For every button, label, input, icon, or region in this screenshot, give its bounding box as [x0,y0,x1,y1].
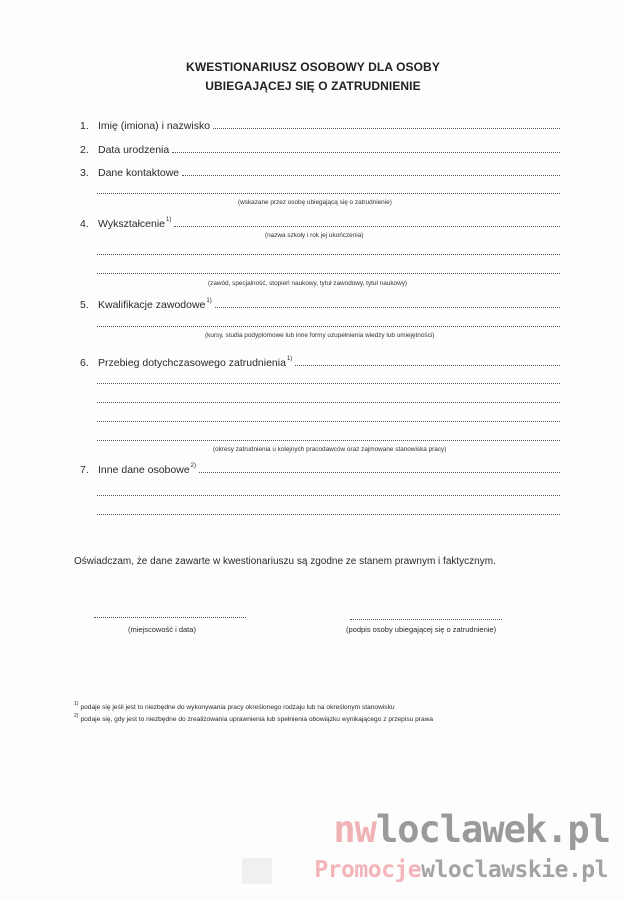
fill-line[interactable] [97,273,560,274]
fill-line[interactable] [97,193,560,194]
form-title-line1: KWESTIONARIUSZ OSOBOWY DLA OSOBY [186,60,440,74]
field-label: Dane kontaktowe [98,167,180,179]
field-number: 6. [80,357,89,369]
place-date-line[interactable] [94,617,246,618]
fill-line[interactable] [182,175,560,176]
fill-line[interactable] [215,307,560,308]
footnote-mark: 1) [286,356,293,362]
declaration-text: Oświadczam, że dane zawarte w kwestionariuszu są zgodne ze stanem prawnym i faktycznym. [74,556,496,567]
field-employment-history[interactable] [80,353,560,369]
field-hint: (wskazane przez osobę ubiegającą się o zatrudnienie) [238,199,392,206]
fill-line[interactable] [97,402,560,403]
field-number: 3. [80,167,89,179]
fill-line[interactable] [97,383,560,384]
fill-line[interactable] [172,152,560,153]
footnote-mark: 1) [206,298,212,304]
fill-line[interactable] [97,421,560,422]
place-date-caption: (miejscowość i data) [128,625,196,634]
field-hint: (zawód, specjalność, stopień naukowy, tytuł zawodowy, tytuł naukowy) [208,280,408,287]
watermark-promo: Promocjewloclawskie.pl [314,857,608,883]
footnote-2: $^{2)}$ podaje się, gdy jest to niezbędne do zrealizowania uprawnienia lub spełnienia obowiązku wynikającego z przepisu prawa [74,713,434,723]
field-education[interactable] [80,214,560,230]
field-birth-date[interactable] [80,140,560,156]
signature-caption: (podpis osoby ubiegającej się o zatrudnienie) [346,625,497,634]
field-contact[interactable] [80,163,560,179]
fill-line[interactable] [97,440,560,441]
fill-line[interactable] [199,472,560,473]
field-number: 5. [80,299,89,311]
fill-line[interactable] [97,495,560,496]
field-full-name[interactable] [80,116,560,132]
signature-line[interactable] [350,619,502,620]
field-number: 1. [80,120,89,132]
field-qualifications[interactable] [80,295,560,311]
fill-line[interactable] [213,128,560,129]
fill-line[interactable] [174,226,560,227]
field-label: Imię (imiona) i nazwisko [98,120,211,132]
scan-stamp [242,858,272,884]
form-title-line2: UBIEGAJĄCEJ SIĘ O ZATRUDNIENIE [205,79,421,93]
footnote-mark: 2) [190,463,197,469]
field-label: Kwalifikacje zawodowe$^{1)}$ [98,298,212,311]
footnote-1: $^{1)}$ podaje się jeśli jest to niezbędne do wykonywania pracy określonego rodzaju lub na określonym stanowisku [74,701,395,711]
field-label: Przebieg dotychczasowego zatrudnienia$^{1)}$ [98,356,293,369]
footnote-mark: 1) [166,217,172,223]
field-label: Inne dane osobowe$^{2)}$ [98,463,197,476]
field-hint: (kursy, studia podyplomowe lub inne formy uzupełnienia wiedzy lub umiejętności) [205,332,435,339]
field-number: 4. [80,218,89,230]
field-number: 2. [80,144,89,156]
fill-line[interactable] [97,254,560,255]
field-hint: (okresy zatrudnienia u kolejnych pracodawców oraz zajmowane stanowiska pracy) [213,446,447,453]
fill-line[interactable] [295,365,560,366]
field-label: Wykształcenie$^{1)}$ [98,217,172,230]
fill-line[interactable] [97,514,560,515]
field-other-data[interactable] [80,460,560,476]
field-label: Data urodzenia [98,144,170,156]
field-number: 7. [80,464,89,476]
fill-line[interactable] [97,326,560,327]
watermark-site: nwloclawek.pl [333,808,610,851]
field-hint: (nazwa szkoły i rok jej ukończenia) [265,232,364,239]
